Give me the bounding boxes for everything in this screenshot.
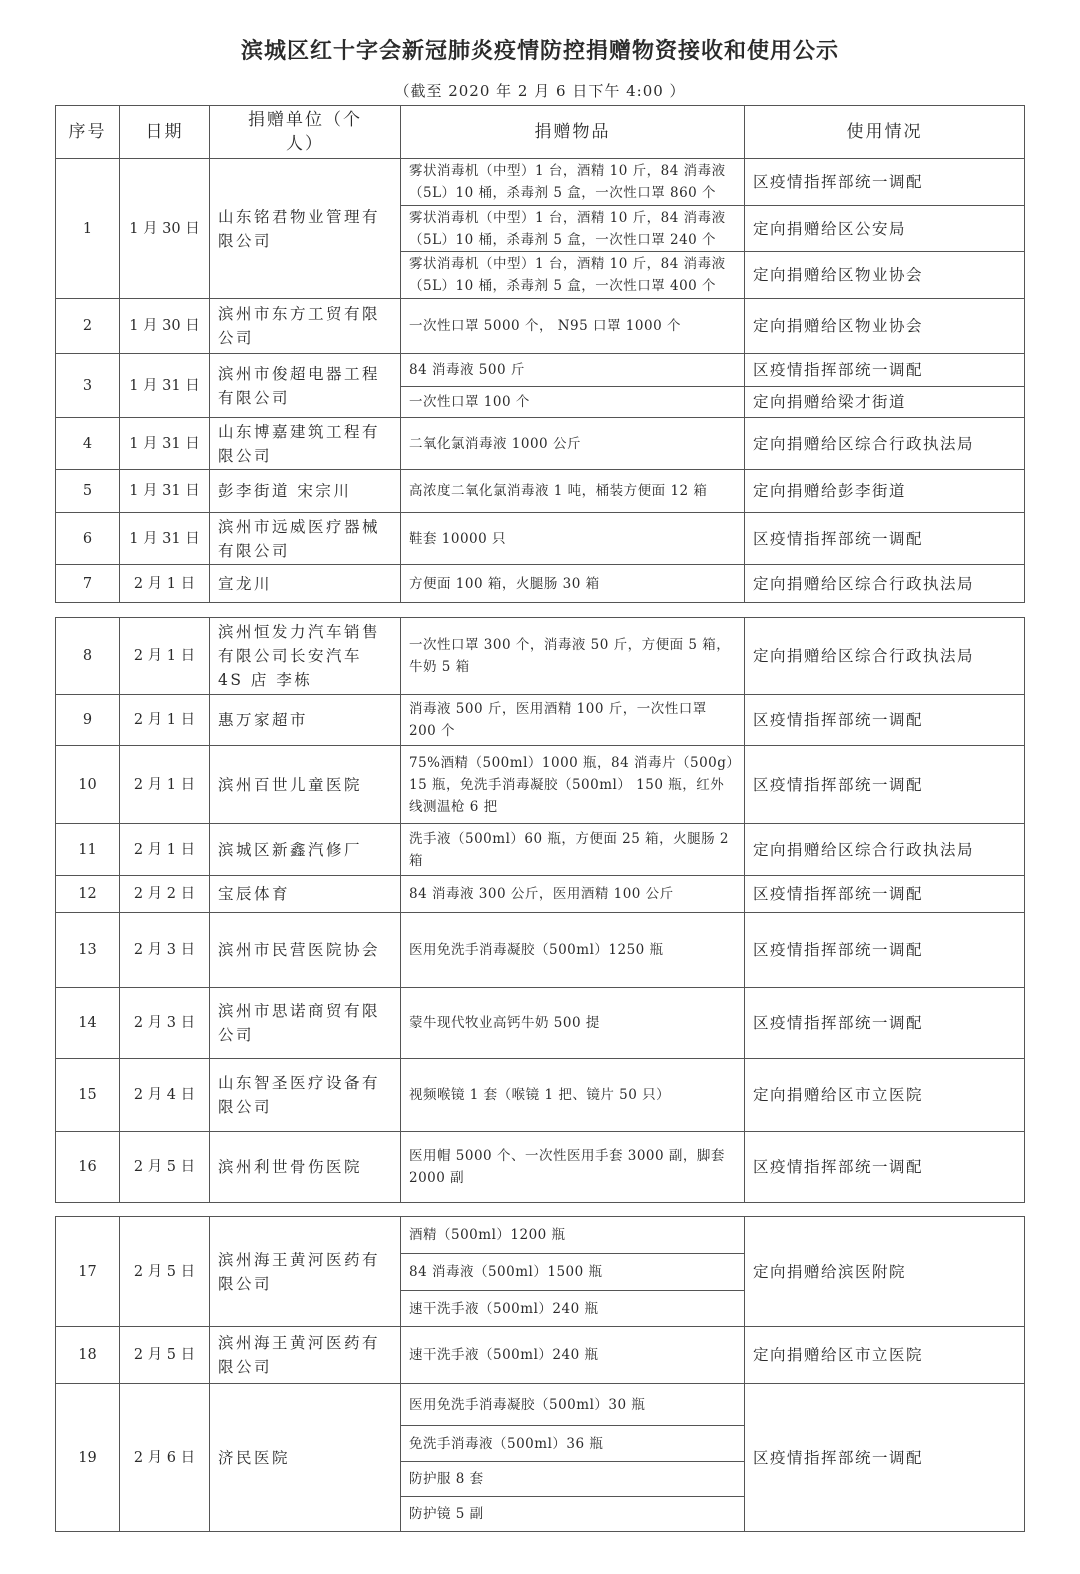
row-donor: 彭李街道 宋宗川	[210, 470, 401, 513]
row-item: 医用帽 5000 个、一次性医用手套 3000 副，脚套 2000 副	[401, 1132, 745, 1203]
table-row	[56, 1059, 1025, 1132]
row-usage: 区疫情指挥部统一调配	[745, 513, 1025, 565]
row-usage: 定向捐赠给区公安局	[745, 206, 1025, 252]
row-donor: 滨州市俊超电器工程有限公司	[210, 354, 401, 418]
row-donor: 济民医院	[210, 1384, 401, 1532]
table-row	[56, 746, 1025, 824]
row-item: 速干洗手液（500ml）240 瓶	[401, 1327, 745, 1384]
table-row	[56, 695, 1025, 746]
header-date: 日期	[120, 106, 210, 159]
header-donor: 捐赠单位（个人）	[210, 106, 401, 159]
row-usage: 定向捐赠给区市立医院	[745, 1059, 1025, 1132]
row-date: 2 月 2 日	[120, 876, 210, 913]
table-row	[56, 913, 1025, 988]
row-no: 6	[56, 513, 120, 565]
table-row	[56, 824, 1025, 876]
row-item: 鞋套 10000 只	[401, 513, 745, 565]
row-date: 2 月 1 日	[120, 695, 210, 746]
table-row	[56, 876, 1025, 913]
page-title: 滨城区红十字会新冠肺炎疫情防控捐赠物资接收和使用公示	[240, 38, 839, 64]
row-usage: 区疫情指挥部统一调配	[745, 354, 1025, 387]
row-no: 17	[56, 1217, 120, 1327]
row-no: 18	[56, 1327, 120, 1384]
table-row	[56, 1384, 1025, 1426]
row-no: 15	[56, 1059, 120, 1132]
row-usage: 定向捐赠给区综合行政执法局	[745, 618, 1025, 695]
row-date: 2 月 3 日	[120, 913, 210, 988]
row-usage: 定向捐赠给区综合行政执法局	[745, 565, 1025, 603]
row-date: 2 月 1 日	[120, 618, 210, 695]
row-date: 2 月 3 日	[120, 988, 210, 1059]
row-usage: 定向捐赠给滨医附院	[745, 1217, 1025, 1327]
row-date: 1 月 31 日	[120, 470, 210, 513]
table-row	[56, 513, 1025, 565]
row-donor: 滨州市民营医院协会	[210, 913, 401, 988]
row-no: 9	[56, 695, 120, 746]
row-item: 雾状消毒机（中型）1 台，酒精 10 斤，84 消毒液（5L）10 桶，杀毒剂 5 盒，一次性口罩 240 个	[401, 206, 745, 252]
row-item: 高浓度二氧化氯消毒液 1 吨，桶装方便面 12 箱	[401, 470, 745, 513]
table-row	[56, 1327, 1025, 1384]
row-no: 11	[56, 824, 120, 876]
row-usage: 区疫情指挥部统一调配	[745, 913, 1025, 988]
row-donor: 滨州百世儿童医院	[210, 746, 401, 824]
row-date: 1 月 31 日	[120, 513, 210, 565]
row-usage: 定向捐赠给区综合行政执法局	[745, 418, 1025, 470]
row-date: 1 月 30 日	[120, 159, 210, 299]
row-usage: 定向捐赠给区综合行政执法局	[745, 824, 1025, 876]
row-usage: 定向捐赠给彭李街道	[745, 470, 1025, 513]
row-date: 2 月 4 日	[120, 1059, 210, 1132]
row-no: 16	[56, 1132, 120, 1203]
row-donor: 山东铭君物业管理有限公司	[210, 159, 401, 299]
row-date: 2 月 1 日	[120, 824, 210, 876]
row-date: 2 月 1 日	[120, 565, 210, 603]
row-item: 洗手液（500ml）60 瓶，方便面 25 箱，火腿肠 2 箱	[401, 824, 745, 876]
row-date: 2 月 1 日	[120, 746, 210, 824]
header-usage: 使用情况	[745, 106, 1025, 159]
table-row	[56, 1217, 1025, 1254]
row-donor: 宣龙川	[210, 565, 401, 603]
header-items: 捐赠物品	[401, 106, 745, 159]
row-item: 一次性口罩 100 个	[401, 387, 745, 418]
row-donor: 滨州市远威医疗器械有限公司	[210, 513, 401, 565]
row-donor: 滨州恒发力汽车销售有限公司长安汽车 4S 店 李栋	[210, 618, 401, 695]
row-no: 5	[56, 470, 120, 513]
row-date: 2 月 5 日	[120, 1132, 210, 1203]
row-item: 视频喉镜 1 套（喉镜 1 把、镜片 50 只）	[401, 1059, 745, 1132]
row-no: 2	[56, 299, 120, 354]
row-no: 4	[56, 418, 120, 470]
row-usage: 区疫情指挥部统一调配	[745, 746, 1025, 824]
row-item: 酒精（500ml）1200 瓶	[401, 1217, 745, 1254]
header-no: 序号	[56, 106, 120, 159]
row-usage: 区疫情指挥部统一调配	[745, 1384, 1025, 1532]
row-donor: 山东博嘉建筑工程有限公司	[210, 418, 401, 470]
row-item: 一次性口罩 300 个，消毒液 50 斤，方便面 5 箱，牛奶 5 箱	[401, 618, 745, 695]
row-date: 1 月 31 日	[120, 354, 210, 418]
row-date: 2 月 5 日	[120, 1217, 210, 1327]
row-donor: 滨州利世骨伤医院	[210, 1132, 401, 1203]
row-donor: 惠万家超市	[210, 695, 401, 746]
row-item: 消毒液 500 斤，医用酒精 100 斤，一次性口罩 200 个	[401, 695, 745, 746]
row-donor: 宝辰体育	[210, 876, 401, 913]
row-item: 84 消毒液 500 斤	[401, 354, 745, 387]
row-no: 8	[56, 618, 120, 695]
row-no: 1	[56, 159, 120, 299]
row-item: 84 消毒液 300 公斤，医用酒精 100 公斤	[401, 876, 745, 913]
row-usage: 定向捐赠给区市立医院	[745, 1327, 1025, 1384]
table-row	[56, 299, 1025, 354]
table-row	[56, 354, 1025, 387]
row-item: 方便面 100 箱，火腿肠 30 箱	[401, 565, 745, 603]
row-date: 2 月 6 日	[120, 1384, 210, 1532]
row-donor: 滨州海王黄河医药有限公司	[210, 1327, 401, 1384]
row-item: 二氧化氯消毒液 1000 公斤	[401, 418, 745, 470]
row-item: 速干洗手液（500ml）240 瓶	[401, 1291, 745, 1327]
row-donor: 滨城区新鑫汽修厂	[210, 824, 401, 876]
row-donor: 滨州市思诺商贸有限公司	[210, 988, 401, 1059]
row-item: 免洗手消毒液（500ml）36 瓶	[401, 1426, 745, 1462]
row-item: 防护服 8 套	[401, 1462, 745, 1497]
row-date: 2 月 5 日	[120, 1327, 210, 1384]
donation-table-part-3	[55, 1216, 1025, 1532]
row-no: 12	[56, 876, 120, 913]
row-no: 10	[56, 746, 120, 824]
row-item: 蒙牛现代牧业高钙牛奶 500 提	[401, 988, 745, 1059]
row-usage: 区疫情指挥部统一调配	[745, 988, 1025, 1059]
row-item: 雾状消毒机（中型）1 台，酒精 10 斤，84 消毒液（5L）10 桶，杀毒剂 5 盒，一次性口罩 860 个	[401, 159, 745, 206]
row-usage: 区疫情指挥部统一调配	[745, 695, 1025, 746]
row-usage: 定向捐赠给区物业协会	[745, 252, 1025, 299]
row-item: 75%酒精（500ml）1000 瓶，84 消毒片（500g）15 瓶，免洗手消毒凝胶（500ml） 150 瓶，红外线测温枪 6 把	[401, 746, 745, 824]
table-row	[56, 418, 1025, 470]
row-item: 84 消毒液（500ml）1500 瓶	[401, 1254, 745, 1291]
row-item: 一次性口罩 5000 个， N95 口罩 1000 个	[401, 299, 745, 354]
row-usage: 区疫情指挥部统一调配	[745, 876, 1025, 913]
row-item: 医用免洗手消毒凝胶（500ml）30 瓶	[401, 1384, 745, 1426]
table-row	[56, 988, 1025, 1059]
row-item: 医用免洗手消毒凝胶（500ml）1250 瓶	[401, 913, 745, 988]
row-no: 7	[56, 565, 120, 603]
donation-table-part-1	[55, 105, 1025, 603]
row-usage: 区疫情指挥部统一调配	[745, 1132, 1025, 1203]
row-item: 防护镜 5 副	[401, 1497, 745, 1532]
page-subtitle: （截至 2020 年 2 月 6 日下午 4:00 ）	[394, 82, 686, 100]
row-usage: 定向捐赠给梁才街道	[745, 387, 1025, 418]
row-date: 1 月 30 日	[120, 299, 210, 354]
row-no: 19	[56, 1384, 120, 1532]
table-header-row	[56, 106, 1025, 159]
table-row	[56, 565, 1025, 603]
row-donor: 山东智圣医疗设备有限公司	[210, 1059, 401, 1132]
row-usage: 定向捐赠给区物业协会	[745, 299, 1025, 354]
row-no: 14	[56, 988, 120, 1059]
row-item: 雾状消毒机（中型）1 台，酒精 10 斤，84 消毒液（5L）10 桶，杀毒剂 5 盒，一次性口罩 400 个	[401, 252, 745, 299]
table-row	[56, 159, 1025, 206]
row-donor: 滨州市东方工贸有限公司	[210, 299, 401, 354]
row-date: 1 月 31 日	[120, 418, 210, 470]
row-donor: 滨州海王黄河医药有限公司	[210, 1217, 401, 1327]
table-row	[56, 1132, 1025, 1203]
row-usage: 区疫情指挥部统一调配	[745, 159, 1025, 206]
donation-table-part-2	[55, 617, 1025, 1203]
row-no: 3	[56, 354, 120, 418]
table-row	[56, 618, 1025, 695]
row-no: 13	[56, 913, 120, 988]
table-row	[56, 470, 1025, 513]
